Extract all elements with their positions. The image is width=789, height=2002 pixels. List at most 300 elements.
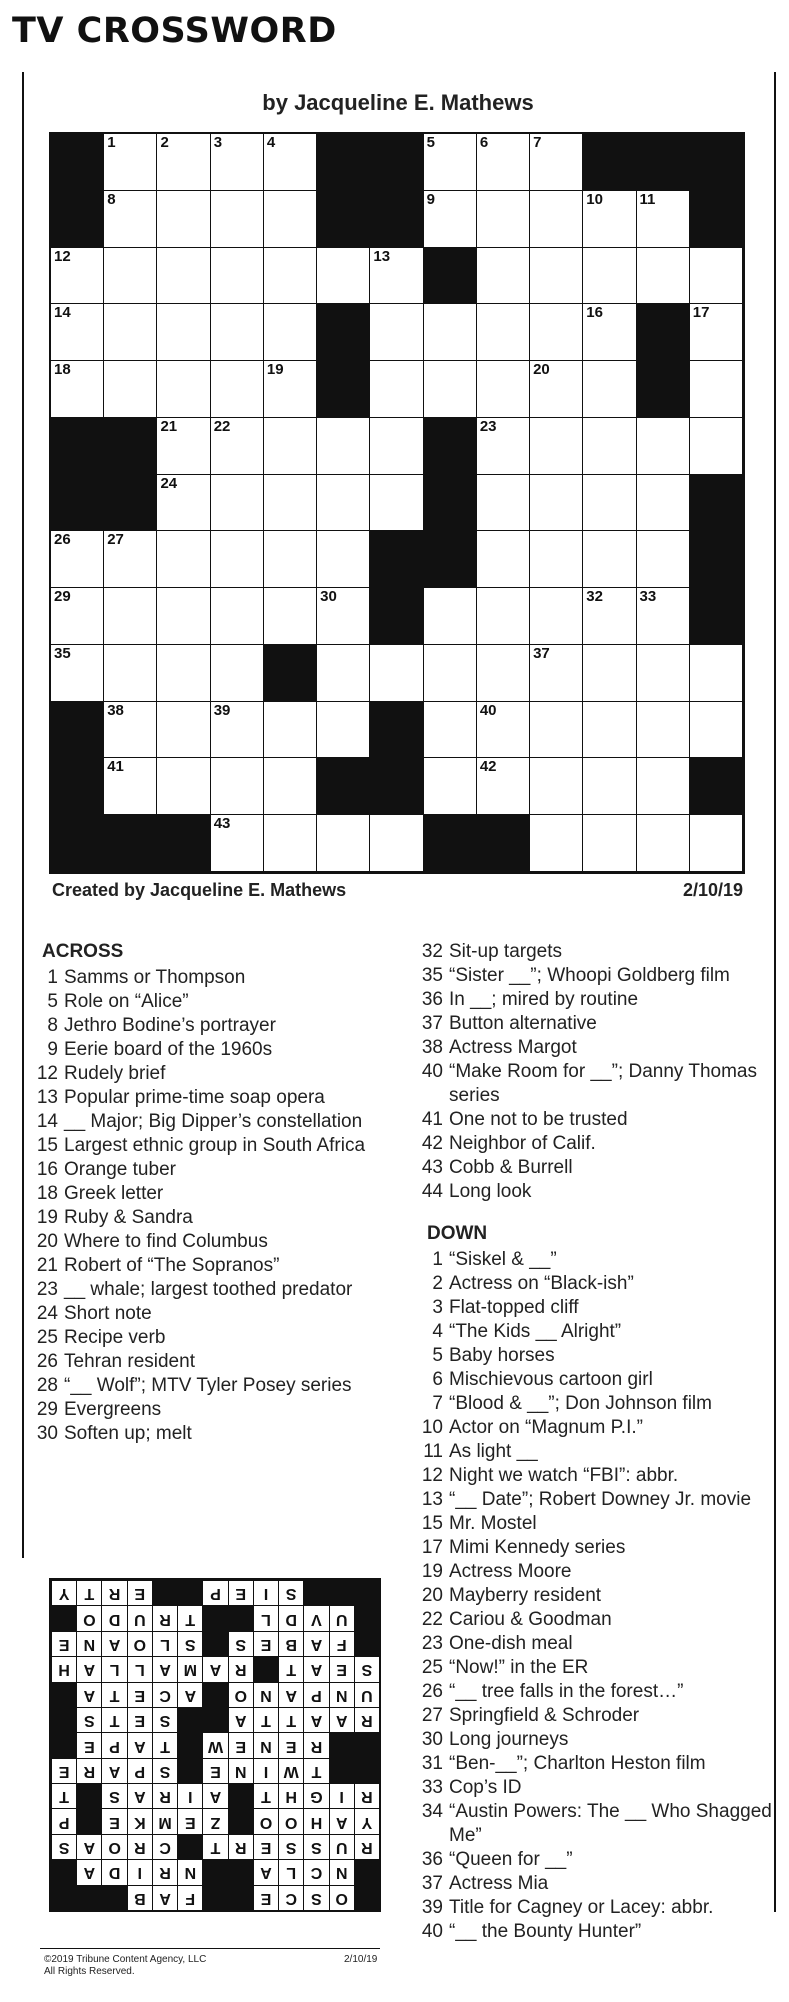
grid-cell[interactable]: [530, 134, 583, 191]
grid-cell[interactable]: [317, 248, 370, 305]
grid-cell[interactable]: [424, 361, 477, 418]
grid-cell[interactable]: [264, 418, 317, 475]
grid-cell[interactable]: [530, 531, 583, 588]
grid-cell[interactable]: [211, 134, 264, 191]
solution-letter: U: [127, 1605, 152, 1630]
grid-cell[interactable]: [264, 361, 317, 418]
cell-number: 40: [479, 701, 497, 719]
solution-letter: A: [253, 1859, 278, 1884]
copyright-date: 2/10/19: [344, 1954, 378, 1965]
black-square: [104, 418, 157, 475]
clue-text: __ Major; Big Dipper’s constellation: [64, 1111, 363, 1132]
cell-number: 41: [107, 758, 124, 776]
grid-cell[interactable]: [530, 702, 583, 759]
clue-text: Long look: [449, 1181, 532, 1202]
cell-number: 2: [160, 134, 169, 151]
solution-letter: A: [152, 1656, 177, 1681]
solution-letter: S: [278, 1580, 303, 1605]
clue-number: 19: [421, 1561, 443, 1582]
clue-item: [22, 1182, 388, 1206]
grid-cell[interactable]: [51, 361, 104, 418]
clue-item: [407, 1872, 777, 1896]
grid-cell[interactable]: [157, 418, 210, 475]
clue-number: 13: [421, 1489, 443, 1510]
grid-cell[interactable]: [530, 191, 583, 248]
grid-cell[interactable]: [477, 304, 530, 361]
solution-letter: E: [329, 1656, 354, 1681]
grid-cell[interactable]: [530, 645, 583, 702]
solution-letter: L: [127, 1656, 152, 1681]
clue-text: Greek letter: [64, 1183, 164, 1204]
grid-cell[interactable]: [157, 248, 210, 305]
copyright-text: [44, 1954, 206, 1978]
clue-item: [22, 1158, 388, 1182]
clue-text: Rudely brief: [64, 1063, 166, 1084]
black-square: [637, 304, 690, 361]
grid-cell[interactable]: [530, 248, 583, 305]
solution-letter: E: [101, 1808, 126, 1833]
clue-text: Long journeys: [449, 1729, 569, 1750]
cell-number: 17: [692, 304, 710, 322]
grid-cell[interactable]: [530, 475, 583, 532]
solution-letter: N: [253, 1732, 278, 1757]
grid-cell[interactable]: [317, 475, 370, 532]
grid-cell[interactable]: [583, 588, 636, 645]
clue-text: Mischievous cartoon girl: [449, 1369, 653, 1390]
solution-black-square: [76, 1783, 101, 1808]
grid-cell[interactable]: [583, 815, 636, 872]
grid-cell[interactable]: [477, 588, 530, 645]
black-square: [424, 475, 477, 532]
cell-number: 14: [54, 304, 71, 322]
grid-cell[interactable]: [690, 815, 743, 872]
clue-text: Where to find Columbus: [64, 1231, 268, 1252]
clue-number: 16: [36, 1159, 58, 1180]
solution-letter: T: [101, 1682, 126, 1707]
grid-cell[interactable]: [211, 815, 264, 872]
grid-cell[interactable]: [637, 248, 690, 305]
grid-cell[interactable]: [583, 248, 636, 305]
grid-cell[interactable]: [690, 645, 743, 702]
black-square: [583, 134, 636, 191]
grid-cell[interactable]: [637, 475, 690, 532]
clue-item: [407, 940, 777, 964]
cell-number: 42: [479, 758, 497, 776]
solution-letter: P: [127, 1758, 152, 1783]
clue-item: [407, 1320, 777, 1344]
clue-item: [407, 1036, 777, 1060]
grid-cell[interactable]: [211, 645, 264, 702]
grid-cell[interactable]: [211, 361, 264, 418]
byline: by Jacqueline E. Mathews: [262, 90, 534, 115]
clue-item: [22, 1086, 388, 1110]
grid-cell[interactable]: [157, 475, 210, 532]
solution-letter: O: [228, 1682, 253, 1707]
grid-cell[interactable]: [211, 475, 264, 532]
black-square: [51, 418, 104, 475]
grid-cell[interactable]: [583, 645, 636, 702]
grid-cell[interactable]: [317, 815, 370, 872]
solution-black-square: [253, 1656, 278, 1681]
grid-cell[interactable]: [583, 361, 636, 418]
grid-cell[interactable]: [264, 134, 317, 191]
grid-cell[interactable]: [104, 304, 157, 361]
clue-number: 36: [421, 989, 443, 1010]
solution-black-square: [354, 1732, 379, 1757]
clue-number: 13: [36, 1087, 58, 1108]
grid-cell[interactable]: [104, 134, 157, 191]
grid-cell[interactable]: [690, 248, 743, 305]
solution-black-square: [354, 1605, 379, 1630]
solution-letter: R: [101, 1580, 126, 1605]
grid-cell[interactable]: [370, 645, 423, 702]
grid-cell[interactable]: [424, 758, 477, 815]
black-square: [157, 815, 210, 872]
across-heading: ACROSS: [42, 941, 124, 962]
grid-cell[interactable]: [317, 588, 370, 645]
clue-number: 27: [421, 1705, 443, 1726]
clue-text: “Make Room for __”; Danny Thomas series: [449, 1061, 757, 1106]
clue-text: __ whale; largest toothed predator: [64, 1279, 353, 1300]
grid-cell[interactable]: [264, 304, 317, 361]
grid-cell[interactable]: [157, 191, 210, 248]
clue-number: 34: [421, 1801, 443, 1822]
grid-cell[interactable]: [530, 361, 583, 418]
grid-cell[interactable]: [264, 248, 317, 305]
clue-item: [407, 1296, 777, 1320]
puzzle-title: TV CROSSWORD: [12, 11, 337, 51]
grid-cell[interactable]: [211, 531, 264, 588]
cell-number: 1: [107, 134, 116, 151]
solution-letter: I: [127, 1859, 152, 1884]
solution-letter: S: [76, 1707, 101, 1732]
clue-item: [22, 1206, 388, 1230]
black-square: [370, 758, 423, 815]
grid-cell[interactable]: [317, 645, 370, 702]
solution-letter: E: [253, 1834, 278, 1859]
clue-text: Actress Mia: [449, 1873, 549, 1894]
solution-letter: K: [127, 1808, 152, 1833]
grid-cell[interactable]: [583, 758, 636, 815]
grid-cell[interactable]: [211, 418, 264, 475]
solution-black-square: [51, 1605, 76, 1630]
grid-cell[interactable]: [477, 191, 530, 248]
clue-text: Cobb & Burrell: [449, 1157, 573, 1178]
grid-cell[interactable]: [317, 418, 370, 475]
clue-text: “__ Date”; Robert Downey Jr. movie: [449, 1489, 752, 1510]
grid-cell[interactable]: [264, 191, 317, 248]
solution-letter: L: [253, 1605, 278, 1630]
grid-cell[interactable]: [583, 531, 636, 588]
clue-number: 7: [432, 1393, 443, 1414]
grid-cell[interactable]: [637, 191, 690, 248]
grid-cell[interactable]: [211, 304, 264, 361]
solution-black-square: [228, 1808, 253, 1833]
clue-text: Mayberry resident: [449, 1585, 602, 1606]
clue-number: 20: [36, 1231, 58, 1252]
grid-cell[interactable]: [690, 361, 743, 418]
grid-cell[interactable]: [51, 531, 104, 588]
clue-item: [407, 1368, 777, 1392]
clue-text: Neighbor of Calif.: [449, 1133, 596, 1154]
solution-letter: E: [253, 1885, 278, 1910]
grid-cell[interactable]: [211, 702, 264, 759]
grid-cell[interactable]: [211, 248, 264, 305]
clue-text: One not to be trusted: [449, 1109, 628, 1130]
solution-letter: D: [278, 1605, 303, 1630]
grid-cell[interactable]: [370, 475, 423, 532]
clue-item: [407, 1488, 777, 1512]
solution-letter: P: [101, 1732, 126, 1757]
grid-cell[interactable]: [370, 418, 423, 475]
grid-cell[interactable]: [264, 758, 317, 815]
clue-item: [407, 1800, 777, 1848]
credit-line: Created by Jacqueline E. Mathews: [52, 880, 347, 900]
solution-black-square: [354, 1631, 379, 1656]
solution-black-square: [228, 1605, 253, 1630]
black-square: [690, 191, 743, 248]
solution-letter: I: [329, 1783, 354, 1808]
grid-cell[interactable]: [424, 191, 477, 248]
solution-letter: A: [303, 1707, 328, 1732]
clue-item: [22, 1278, 388, 1302]
cell-number: 13: [373, 247, 391, 265]
grid-cell[interactable]: [317, 702, 370, 759]
solution-letter: A: [76, 1656, 101, 1681]
solution-letter: T: [152, 1732, 177, 1757]
solution-letter: E: [127, 1580, 152, 1605]
solution-letter: F: [177, 1885, 202, 1910]
grid-cell[interactable]: [530, 758, 583, 815]
grid-cell[interactable]: [104, 191, 157, 248]
clue-number: 24: [36, 1303, 58, 1324]
grid-cell[interactable]: [51, 304, 104, 361]
clue-number: 5: [432, 1345, 443, 1366]
grid-cell[interactable]: [477, 475, 530, 532]
solution-letter: M: [152, 1808, 177, 1833]
grid-cell[interactable]: [530, 304, 583, 361]
cell-number: 29: [54, 588, 71, 606]
grid-cell[interactable]: [637, 531, 690, 588]
grid-cell[interactable]: [104, 361, 157, 418]
solution-black-square: [76, 1885, 101, 1910]
grid-cell[interactable]: [637, 702, 690, 759]
clue-text: Baby horses: [449, 1345, 555, 1366]
grid-cell[interactable]: [424, 702, 477, 759]
clue-text: “Austin Powers: The __ Who Shagged Me”: [449, 1801, 772, 1846]
grid-cell[interactable]: [264, 475, 317, 532]
grid-cell[interactable]: [157, 645, 210, 702]
clue-item: [407, 1536, 777, 1560]
crossword-grid[interactable]: [49, 132, 745, 874]
clue-number: 33: [421, 1777, 443, 1798]
grid-cell[interactable]: [104, 645, 157, 702]
grid-cell[interactable]: [157, 531, 210, 588]
cell-number: 27: [107, 531, 124, 549]
grid-cell[interactable]: [370, 304, 423, 361]
grid-cell[interactable]: [370, 815, 423, 872]
clue-number: 40: [421, 1921, 443, 1942]
grid-cell[interactable]: [264, 815, 317, 872]
grid-cell[interactable]: [637, 418, 690, 475]
grid-cell[interactable]: [264, 702, 317, 759]
solution-black-square: [228, 1859, 253, 1884]
clue-item: [407, 1704, 777, 1728]
grid-cell[interactable]: [530, 815, 583, 872]
grid-cell[interactable]: [157, 758, 210, 815]
clue-number: 12: [421, 1465, 443, 1486]
grid-cell[interactable]: [51, 588, 104, 645]
clue-item: [22, 966, 388, 990]
solution-letter: D: [101, 1605, 126, 1630]
grid-cell[interactable]: [530, 418, 583, 475]
clue-number: 30: [36, 1423, 58, 1444]
black-square: [317, 361, 370, 418]
clue-number: 30: [421, 1729, 443, 1750]
grid-cell[interactable]: [51, 248, 104, 305]
cell-number: 16: [586, 304, 603, 322]
copyright-line-2: All Rights Reserved.: [44, 1966, 135, 1977]
clue-number: 36: [421, 1849, 443, 1870]
grid-cell[interactable]: [157, 134, 210, 191]
clue-item: [407, 1012, 777, 1036]
solution-letter: R: [354, 1783, 379, 1808]
grid-cell[interactable]: [264, 588, 317, 645]
grid-cell[interactable]: [104, 758, 157, 815]
clue-item: [22, 1014, 388, 1038]
grid-cell[interactable]: [264, 531, 317, 588]
clue-text: Role on “Alice”: [64, 991, 189, 1012]
grid-cell[interactable]: [370, 248, 423, 305]
grid-cell[interactable]: [424, 304, 477, 361]
clue-item: [407, 1060, 777, 1108]
solution-black-square: [51, 1707, 76, 1732]
clue-text: Orange tuber: [64, 1159, 176, 1180]
solution-letter: E: [76, 1732, 101, 1757]
grid-cell[interactable]: [211, 191, 264, 248]
grid-cell[interactable]: [477, 531, 530, 588]
grid-cell[interactable]: [477, 702, 530, 759]
cell-number: 20: [533, 361, 550, 379]
grid-cell[interactable]: [530, 588, 583, 645]
grid-cell[interactable]: [104, 702, 157, 759]
black-square: [370, 134, 423, 191]
clue-number: 29: [36, 1399, 58, 1420]
grid-cell[interactable]: [690, 702, 743, 759]
grid-cell[interactable]: [104, 588, 157, 645]
clue-text: “Queen for __”: [449, 1849, 573, 1870]
solution-black-square: [202, 1682, 227, 1707]
grid-cell[interactable]: [690, 304, 743, 361]
grid-cell[interactable]: [477, 361, 530, 418]
grid-cell[interactable]: [583, 475, 636, 532]
solution-letter: S: [177, 1631, 202, 1656]
grid-cell[interactable]: [370, 361, 423, 418]
clue-item: [407, 1248, 777, 1272]
clue-number: 22: [421, 1609, 443, 1630]
grid-cell[interactable]: [157, 588, 210, 645]
solution-letter: L: [278, 1859, 303, 1884]
grid-cell[interactable]: [317, 531, 370, 588]
solution-black-square: [329, 1758, 354, 1783]
grid-cell[interactable]: [104, 248, 157, 305]
grid-cell[interactable]: [477, 248, 530, 305]
grid-cell[interactable]: [637, 588, 690, 645]
clue-text: As light __: [449, 1441, 538, 1462]
grid-cell[interactable]: [477, 645, 530, 702]
black-square: [317, 304, 370, 361]
solution-letter: P: [202, 1580, 227, 1605]
grid-cell[interactable]: [637, 645, 690, 702]
solution-letter: N: [329, 1682, 354, 1707]
grid-cell[interactable]: [583, 191, 636, 248]
clue-text: Actor on “Magnum P.I.”: [449, 1417, 643, 1438]
grid-cell[interactable]: [583, 702, 636, 759]
clue-text: Popular prime-time soap opera: [64, 1087, 325, 1108]
black-square: [690, 588, 743, 645]
grid-cell[interactable]: [637, 758, 690, 815]
clue-number: 11: [423, 1441, 443, 1462]
grid-cell[interactable]: [583, 304, 636, 361]
grid-cell[interactable]: [477, 418, 530, 475]
solution-letter: A: [329, 1707, 354, 1732]
clue-text: Sit-up targets: [449, 941, 562, 962]
solution-letter: M: [177, 1656, 202, 1681]
cell-number: 19: [266, 361, 284, 379]
grid-cell[interactable]: [690, 418, 743, 475]
solution-letter: S: [152, 1758, 177, 1783]
copyright-line-1: ©2019 Tribune Content Agency, LLC: [44, 1954, 207, 1965]
grid-cell[interactable]: [104, 531, 157, 588]
clue-text: Springfield & Schroder: [449, 1705, 640, 1726]
solution-letter: A: [127, 1732, 152, 1757]
grid-cell[interactable]: [637, 815, 690, 872]
solution-letter: U: [329, 1834, 354, 1859]
grid-cell[interactable]: [157, 304, 210, 361]
grid-cell[interactable]: [157, 702, 210, 759]
clue-text: In __; mired by routine: [449, 989, 639, 1010]
solution-letter: A: [303, 1631, 328, 1656]
clue-item: [22, 1398, 388, 1422]
clue-number: 17: [421, 1537, 443, 1558]
clue-text: “The Kids __ Alright”: [449, 1321, 622, 1342]
clue-text: “__ tree falls in the forest…”: [449, 1681, 684, 1702]
grid-cell[interactable]: [477, 758, 530, 815]
clue-text: Actress Margot: [449, 1037, 577, 1058]
black-square: [317, 134, 370, 191]
grid-cell[interactable]: [424, 588, 477, 645]
solution-black-square: [202, 1631, 227, 1656]
clue-number: 28: [36, 1375, 58, 1396]
clue-item: [22, 1062, 388, 1086]
grid-cell[interactable]: [424, 645, 477, 702]
grid-cell[interactable]: [583, 418, 636, 475]
grid-cell[interactable]: [424, 134, 477, 191]
clue-number: 15: [36, 1135, 58, 1156]
grid-cell[interactable]: [211, 588, 264, 645]
cell-number: 3: [213, 134, 223, 151]
grid-cell[interactable]: [157, 361, 210, 418]
grid-cell[interactable]: [211, 758, 264, 815]
solution-black-square: [354, 1758, 379, 1783]
black-square: [51, 191, 104, 248]
grid-cell[interactable]: [477, 134, 530, 191]
clue-item: [407, 1344, 777, 1368]
solution-letter: T: [177, 1605, 202, 1630]
solution-letter: R: [228, 1834, 253, 1859]
grid-cell[interactable]: [51, 645, 104, 702]
solution-letter: E: [51, 1631, 76, 1656]
